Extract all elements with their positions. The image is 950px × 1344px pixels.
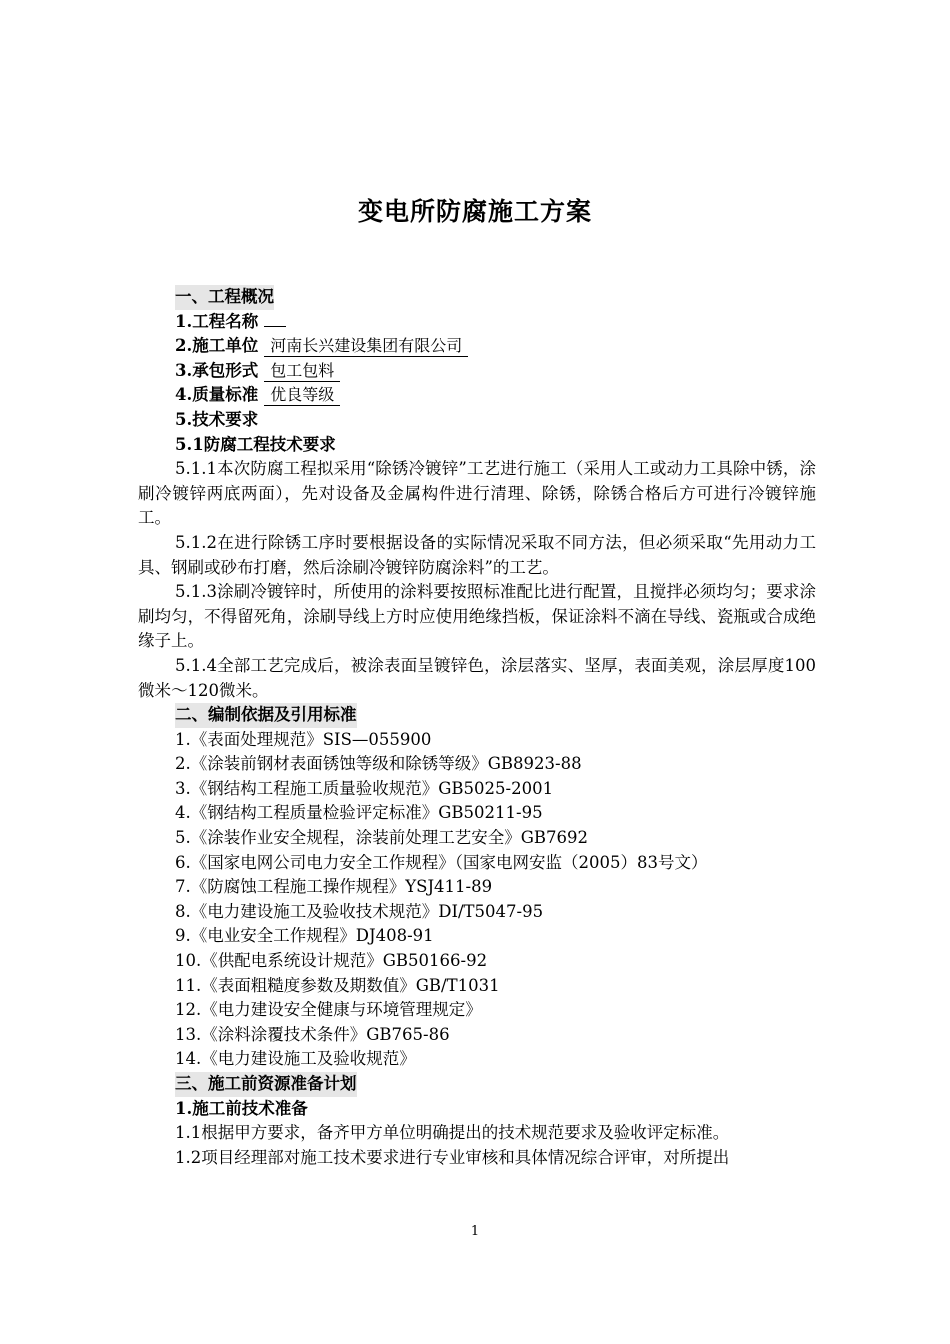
- list-item: 8.《电力建设施工及验收技术规范》DI/T5047-95: [175, 901, 544, 921]
- project-info-item: [138, 334, 816, 359]
- document-body: [138, 285, 816, 1170]
- list-item: 7.《防腐蚀工程施工操作规程》YSJ411-89: [175, 877, 493, 897]
- section-heading: 三、施工前资源准备计划: [175, 1072, 357, 1097]
- list-item: 2.《涂装前钢材表面锈蚀等级和除锈等级》GB8923-88: [175, 754, 582, 774]
- info-value: 包工包料: [264, 361, 340, 382]
- list-item: 9.《电业安全工作规程》DJ408-91: [175, 926, 434, 946]
- list-item: 4.《钢结构工程质量检验评定标准》GB50211-95: [175, 803, 543, 823]
- info-label: 1.工程名称: [175, 311, 259, 331]
- info-value: 河南长兴建设集团有限公司: [264, 336, 468, 357]
- paragraph: 5.1.3涂刷冷镀锌时，所使用的涂料要按照标准配比进行配置，且搅拌必须均匀；要求涂刷均匀，不得留死角，涂刷导线上方时应使用绝缘挡板，保证涂料不滴在导线、瓷瓶或合成绝缘子上。: [138, 582, 816, 651]
- project-info-item: [138, 310, 816, 335]
- section-heading: 二、编制依据及引用标准: [175, 703, 357, 728]
- list-item: 3.《钢结构工程施工质量验收规范》GB5025-2001: [175, 778, 554, 798]
- subsection-heading: 5.1防腐工程技术要求: [175, 434, 336, 454]
- list-item: 1.《表面处理规范》SIS—055900: [175, 729, 432, 749]
- project-info-item: [138, 383, 816, 408]
- subsection-heading: 5.技术要求: [175, 409, 259, 429]
- paragraph: 5.1.2在进行除锈工序时要根据设备的实际情况采取不同方法，但必须采取“先用动力工具、钢刷或砂布打磨，然后涂刷冷镀锌防腐涂料”的工艺。: [138, 532, 816, 577]
- list-item: 14.《电力建设施工及验收规范》: [175, 1049, 416, 1069]
- project-info-item: [138, 359, 816, 384]
- paragraph: 5.1.4全部工艺完成后，被涂表面呈镀锌色，涂层落实、坚厚，表面美观，涂层厚度100微米～120微米。: [138, 655, 816, 700]
- document-title: 变电所防腐施工方案: [357, 197, 592, 226]
- info-value: 优良等级: [264, 385, 340, 406]
- list-item: 6.《国家电网公司电力安全工作规程》（国家电网安监（2005）83号文）: [175, 852, 708, 872]
- list-item: 12.《电力建设安全健康与环境管理规定》: [175, 1000, 482, 1020]
- section-heading: 一、工程概况: [175, 285, 274, 310]
- list-item: 10.《供配电系统设计规范》GB50166-92: [175, 951, 488, 971]
- info-label: 4.质量标准: [175, 385, 259, 405]
- list-item: 13.《涂料涂覆技术条件》GB765-86: [175, 1024, 450, 1044]
- list-item: 5.《涂装作业安全规程，涂装前处理工艺安全》GB7692: [175, 828, 589, 848]
- page-number: 1: [470, 1224, 480, 1239]
- info-label: 3.承包形式: [175, 360, 259, 380]
- subsection-heading: 1.施工前技术准备: [175, 1098, 308, 1118]
- info-label: 2.施工单位: [175, 336, 259, 356]
- info-value: [264, 326, 286, 327]
- paragraph: 1.2项目经理部对施工技术要求进行专业审核和具体情况综合评审，对所提出: [175, 1147, 730, 1167]
- paragraph: 5.1.1本次防腐工程拟采用“除锈冷镀锌”工艺进行施工（采用人工或动力工具除中锈，涂刷冷镀锌两底两面），先对设备及金属构件进行清理、除锈，除锈合格后方可进行冷镀锌施工。: [138, 459, 816, 528]
- paragraph: 1.1根据甲方要求，备齐甲方单位明确提出的技术规范要求及验收评定标准。: [175, 1123, 730, 1143]
- list-item: 11.《表面粗糙度参数及期数值》GB/T1031: [175, 975, 500, 995]
